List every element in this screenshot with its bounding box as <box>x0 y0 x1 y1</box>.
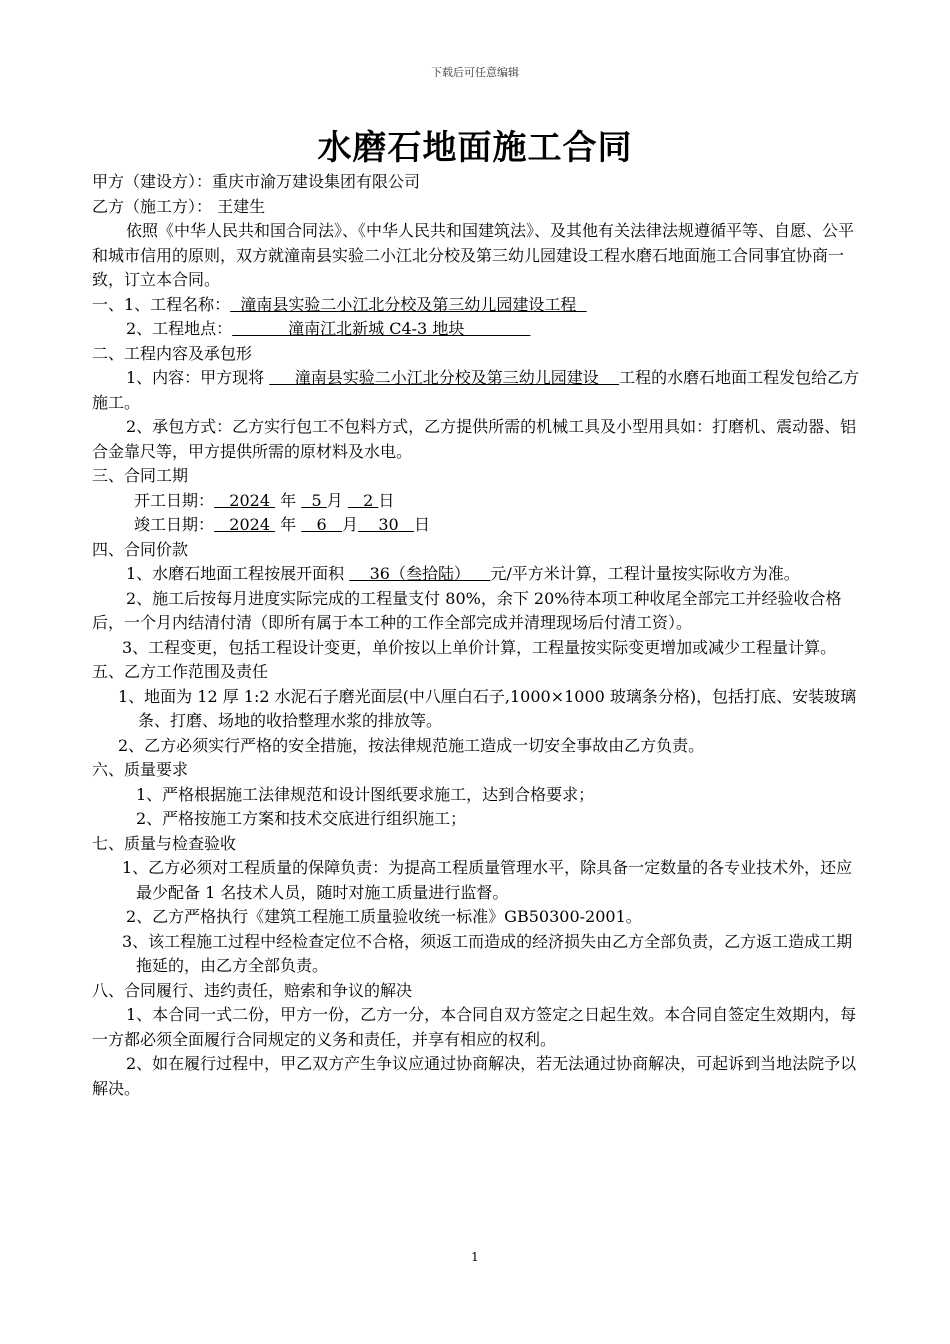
section-5-item-1: 1、地面为 12 厚 1:2 水泥石子磨光面层(中八厘白石子,1000×1000 玻璃条分格)，包括打底、安装玻璃条、打磨、场地的收拾整理水浆的排放等。 <box>118 686 857 730</box>
document-title: 水磨石地面施工合同 <box>317 128 633 168</box>
end-month: 6 <box>301 515 342 534</box>
preamble: 依照《中华人民共和国合同法》、《中华人民共和国建筑法》、及其他有关法律法规遵循平等、自愿、公平和城市信用的原则，双方就潼南县实验二小江北分校及第三幼儿园建设工程水磨石地面施工合同事宜协商一致，订立本合同。 <box>92 221 855 289</box>
header-note: 下载后可任意编辑 <box>431 66 519 79</box>
project-name-line <box>92 293 868 318</box>
section-6-heading: 六、质量要求 <box>92 760 189 779</box>
content-project-value: 潼南县实验二小江北分校及第三幼儿园建设 <box>269 368 620 387</box>
section-4-item-1 <box>92 562 868 587</box>
section-4-item-2: 2、施工后按每月进度实际完成的工程量支付 80%，余下 20%待本项工种收尾全部完工并经验收合格后，一个月内结清付清（即所有属于本工种的工作全部完成并清理现场后付清工资）。 <box>92 588 842 632</box>
section-7-heading: 七、质量与检查验收 <box>92 833 237 853</box>
party-b: 乙方（施工方）： 王建生 <box>92 196 266 216</box>
section-8-item-1: 1、本合同一式二份，甲方一份，乙方一分，本合同自双方签定之日起生效。本合同自签定生效期内，每一方都必须全面履行合同规定的义务和责任，并享有相应的权利。 <box>92 1005 857 1049</box>
year-unit: 年 <box>280 490 297 510</box>
project-name-value: 潼南县实验二小江北分校及第三幼儿园建设工程 <box>230 294 587 314</box>
start-day: 2 <box>347 490 379 510</box>
price-suffix: 元/平方米计算，工程计量按实际收方为准。 <box>490 564 800 583</box>
section-7-item-3: 3、该工程施工过程中经检查定位不合格，须返工而造成的经济损失由乙方全部负责，乙方返工造成工期拖延的，由乙方全部负责。 <box>122 931 853 975</box>
year-unit: 年 <box>280 515 297 534</box>
section-6-item-2: 2、严格按施工方案和技术交底进行组织施工； <box>136 809 467 828</box>
section-7-item-2: 2、乙方严格执行《建筑工程施工质量验收统一标准》GB50300-2001。 <box>126 907 642 926</box>
section-2-item-1 <box>92 366 868 415</box>
section-4-heading: 四、合同价款 <box>92 539 189 559</box>
section-5-heading: 五、乙方工作范围及责任 <box>92 662 269 681</box>
start-month: 5 <box>301 490 327 510</box>
month-unit: 月 <box>341 515 358 534</box>
section-6-item-1: 1、严格根据施工法律规范和设计图纸要求施工，达到合格要求； <box>136 784 595 804</box>
day-unit: 日 <box>413 515 430 534</box>
price-prefix: 1、水磨石地面工程按展开面积 <box>126 564 350 583</box>
end-day: 30 <box>358 515 414 534</box>
unit-price-value: 36（叁拾陆） <box>349 564 491 583</box>
contract-body <box>92 170 868 1101</box>
section-2-heading: 二、工程内容及承包形 <box>92 343 253 363</box>
section-5-item-2: 2、乙方必须实行严格的安全措施，按法律规范施工造成一切安全事故由乙方负责。 <box>118 735 705 755</box>
section-7-item-1: 1、乙方必须对工程质量的保障负责：为提高工程质量管理水平，除具备一定数量的各专业技术外，还应最少配备 1 名技术人员，随时对施工质量进行监督。 <box>122 858 853 902</box>
month-unit: 月 <box>326 490 343 510</box>
project-site-label: 2、工程地点： <box>126 319 233 338</box>
day-unit: 日 <box>378 490 395 510</box>
end-year: 2024 <box>214 515 276 534</box>
start-date-label: 开工日期： <box>134 490 215 510</box>
content-suffix: 工程的水磨石地面工程发包给乙方施工。 <box>92 368 860 412</box>
end-date-label: 竣工日期： <box>134 515 215 534</box>
section-8-item-2: 2、如在履行过程中，甲乙双方产生争议应通过协商解决，若无法通过协商解决，可起诉到当地法院予以解决。 <box>92 1054 857 1098</box>
party-a: 甲方（建设方）：重庆市渝万建设集团有限公司 <box>92 172 421 191</box>
section-2-item-2: 2、承包方式：乙方实行包工不包料方式，乙方提供所需的机械工具及小型用具如：打磨机、震动器、铝合金靠尺等，甲方提供所需的原材料及水电。 <box>92 417 857 461</box>
page-number: 1 <box>471 1250 479 1264</box>
project-site-line <box>92 317 868 342</box>
start-date-line <box>92 489 868 514</box>
start-year: 2024 <box>214 490 276 510</box>
section-4-item-3: 3、工程变更，包括工程设计变更，单价按以上单价计算，工程量按实际变更增加或减少工程量计算。 <box>122 637 837 657</box>
section-3-heading: 三、合同工期 <box>92 466 189 485</box>
project-site-value: 潼南江北新城 C4-3 地块 <box>232 319 531 338</box>
content-prefix: 1、内容：甲方现将 <box>126 368 270 387</box>
section-8-heading: 八、合同履行、违约责任，赔索和争议的解决 <box>92 980 413 1000</box>
project-name-label: 一、1、工程名称： <box>92 294 231 314</box>
end-date-line <box>92 513 868 538</box>
